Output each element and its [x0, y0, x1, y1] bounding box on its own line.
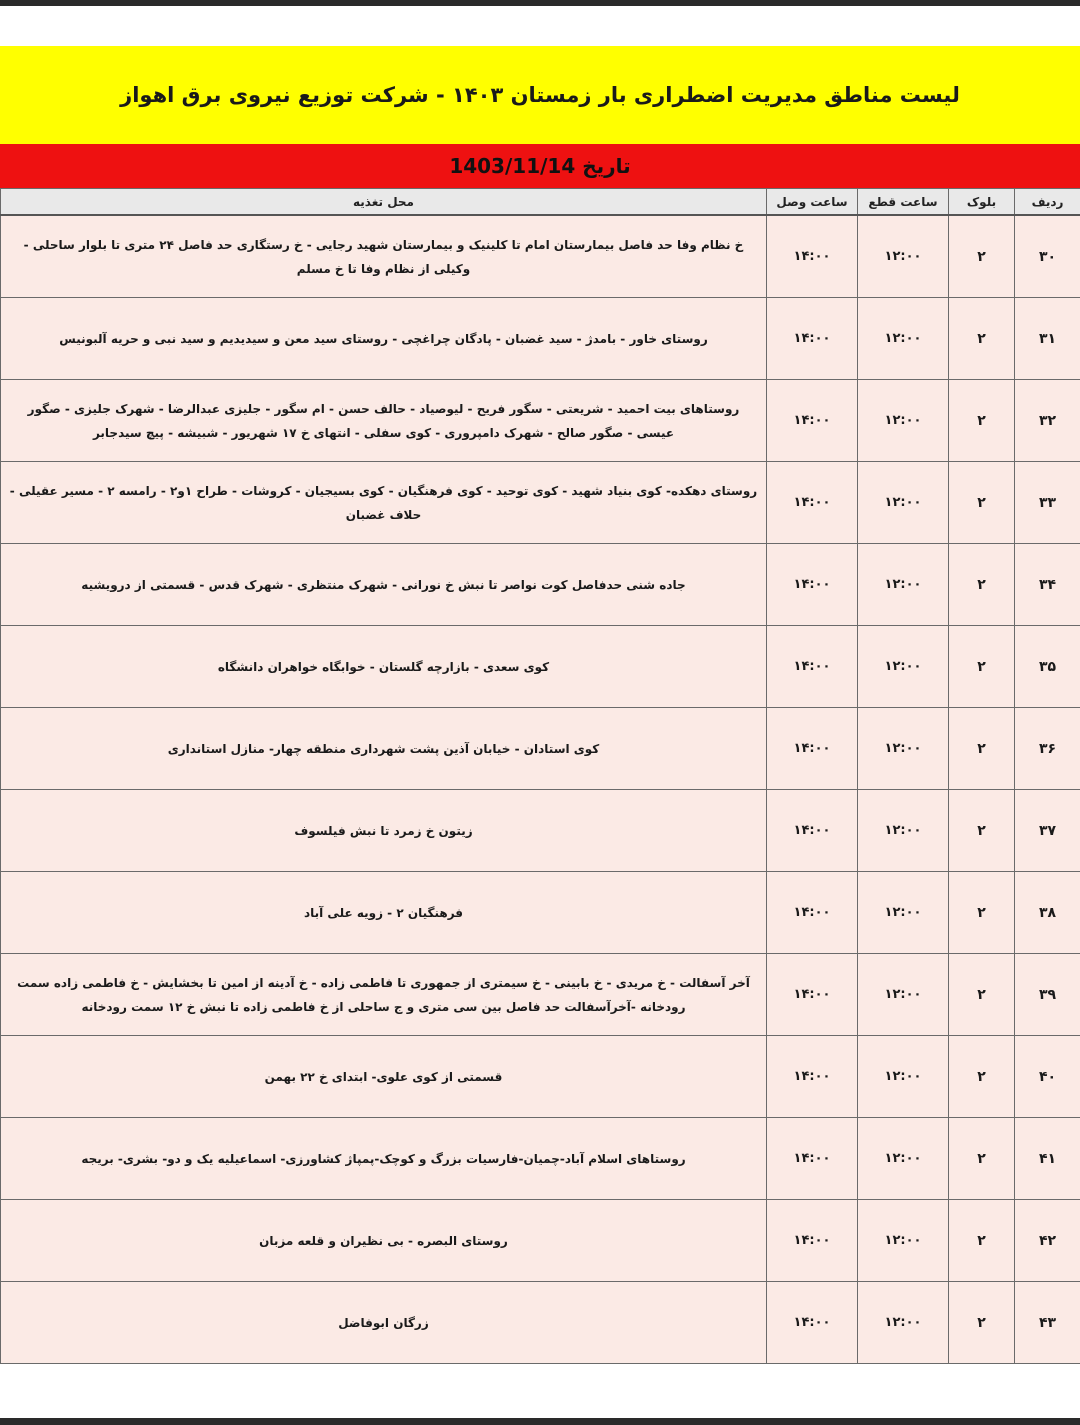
cut-time-cell: ۱۲:۰۰ [858, 462, 949, 544]
location-cell: فرهنگیان ۲ - زویه علی آباد [1, 872, 767, 954]
cut-time-cell: ۱۲:۰۰ [858, 954, 949, 1036]
location-cell: کوی سعدی - بازارچه گلستان - خوابگاه خواهران دانشگاه [1, 626, 767, 708]
connect-time-cell: ۱۴:۰۰ [767, 626, 858, 708]
cut-time-cell: ۱۲:۰۰ [858, 1118, 949, 1200]
column-header-cut-time: ساعت قطع [858, 189, 949, 216]
table-row [1, 1200, 1080, 1282]
page-title: لیست مناطق مدیریت اضطراری بار زمستان ۱۴۰۳ - شرکت توزیع نیروی برق اهواز [120, 83, 960, 107]
cut-time-cell: ۱۲:۰۰ [858, 380, 949, 462]
table-row [1, 872, 1080, 954]
table-row [1, 380, 1080, 462]
column-header-row-number: ردیف [1015, 189, 1080, 216]
table-header-row [1, 189, 1080, 216]
block-cell: ۲ [949, 1282, 1015, 1364]
connect-time-cell: ۱۴:۰۰ [767, 380, 858, 462]
cut-time-cell: ۱۲:۰۰ [858, 626, 949, 708]
column-header-block: بلوک [949, 189, 1015, 216]
location-cell: خ نظام وفا حد فاصل بیمارستان امام تا کلینیک و بیمارستان شهید رجایی - خ رستگاری حد فاصل ۲۴ متری تا بلوار ساحلی - وکیلی از نظام وفا تا خ مسلم [1, 215, 767, 298]
connect-time-cell: ۱۴:۰۰ [767, 1200, 858, 1282]
table-row [1, 215, 1080, 298]
location-cell: روستای دهکده- کوی بنیاد شهید - کوی توحید - کوی فرهنگیان - کوی بسیجیان - کروشات - طراح ۱و۲ - رامسه ۲ - مسیر عقیلی - حلاف غضبان [1, 462, 767, 544]
row-number-cell: ۳۳ [1015, 462, 1080, 544]
connect-time-cell: ۱۴:۰۰ [767, 708, 858, 790]
block-cell: ۲ [949, 790, 1015, 872]
block-cell: ۲ [949, 215, 1015, 298]
table-row [1, 708, 1080, 790]
row-number-cell: ۴۲ [1015, 1200, 1080, 1282]
connect-time-cell: ۱۴:۰۰ [767, 954, 858, 1036]
connect-time-cell: ۱۴:۰۰ [767, 1118, 858, 1200]
block-cell: ۲ [949, 626, 1015, 708]
block-cell: ۲ [949, 298, 1015, 380]
location-cell: زرگان ابوفاضل [1, 1282, 767, 1364]
table-row [1, 790, 1080, 872]
title-banner [0, 46, 1080, 144]
cut-time-cell: ۱۲:۰۰ [858, 298, 949, 380]
cut-time-cell: ۱۲:۰۰ [858, 1200, 949, 1282]
block-cell: ۲ [949, 544, 1015, 626]
connect-time-cell: ۱۴:۰۰ [767, 215, 858, 298]
table-row [1, 1282, 1080, 1364]
table-row [1, 462, 1080, 544]
table-row [1, 954, 1080, 1036]
cut-time-cell: ۱۲:۰۰ [858, 1282, 949, 1364]
location-cell: روستاهای اسلام آباد-چمیان-فارسیات بزرگ و کوچک-پمپاژ کشاورزی- اسماعیلیه یک و دو- بشری- بریجه [1, 1118, 767, 1200]
location-cell: قسمتی از کوی علوی- ابتدای خ ۲۲ بهمن [1, 1036, 767, 1118]
row-number-cell: ۴۱ [1015, 1118, 1080, 1200]
cut-time-cell: ۱۲:۰۰ [858, 872, 949, 954]
row-number-cell: ۴۰ [1015, 1036, 1080, 1118]
location-cell: روستای البصره - بی نظیران و قلعه مزبان [1, 1200, 767, 1282]
block-cell: ۲ [949, 708, 1015, 790]
connect-time-cell: ۱۴:۰۰ [767, 298, 858, 380]
row-number-cell: ۳۵ [1015, 626, 1080, 708]
connect-time-cell: ۱۴:۰۰ [767, 462, 858, 544]
column-header-location: محل تغذیه [1, 189, 767, 216]
connect-time-cell: ۱۴:۰۰ [767, 790, 858, 872]
table-row [1, 626, 1080, 708]
row-number-cell: ۳۴ [1015, 544, 1080, 626]
block-cell: ۲ [949, 1118, 1015, 1200]
row-number-cell: ۴۳ [1015, 1282, 1080, 1364]
bottom-edge-strip [0, 1418, 1080, 1425]
connect-time-cell: ۱۴:۰۰ [767, 1036, 858, 1118]
cut-time-cell: ۱۲:۰۰ [858, 790, 949, 872]
cut-time-cell: ۱۲:۰۰ [858, 1036, 949, 1118]
location-cell: زیتون خ زمرد تا نبش فیلسوف [1, 790, 767, 872]
row-number-cell: ۳۱ [1015, 298, 1080, 380]
block-cell: ۲ [949, 1036, 1015, 1118]
block-cell: ۲ [949, 1200, 1015, 1282]
connect-time-cell: ۱۴:۰۰ [767, 544, 858, 626]
row-number-cell: ۳۲ [1015, 380, 1080, 462]
block-cell: ۲ [949, 872, 1015, 954]
row-number-cell: ۳۶ [1015, 708, 1080, 790]
date-label: تاریخ 1403/11/14 [449, 154, 631, 178]
table-row [1, 544, 1080, 626]
row-number-cell: ۳۰ [1015, 215, 1080, 298]
row-number-cell: ۳۹ [1015, 954, 1080, 1036]
table-row [1, 1036, 1080, 1118]
column-header-connect-time: ساعت وصل [767, 189, 858, 216]
block-cell: ۲ [949, 380, 1015, 462]
block-cell: ۲ [949, 462, 1015, 544]
location-cell: آخر آسفالت - خ مریدی - خ بابینی - خ سیمتری از جمهوری تا فاطمی زاده - خ آدینه از امین تا بخشایش - خ فاطمی زاده سمت رودخانه -آخرآسفالت حد فاصل بین سی متری و ج ساحلی از خ فاطمی زاده تا نبش خ ۱۲ سمت رودخانه [1, 954, 767, 1036]
location-cell: کوی استادان - خیابان آذین پشت شهرداری منطقه چهار- منازل استانداری [1, 708, 767, 790]
top-edge-strip [0, 0, 1080, 6]
connect-time-cell: ۱۴:۰۰ [767, 872, 858, 954]
location-cell: جاده شنی حدفاصل کوت نواصر تا نبش خ نورانی - شهرک منتظری - شهرک قدس - قسمتی از درویشیه [1, 544, 767, 626]
cut-time-cell: ۱۲:۰۰ [858, 544, 949, 626]
cut-time-cell: ۱۲:۰۰ [858, 708, 949, 790]
table-row [1, 1118, 1080, 1200]
row-number-cell: ۳۸ [1015, 872, 1080, 954]
block-cell: ۲ [949, 954, 1015, 1036]
location-cell: روستاهای بیت احمید - شریعتی - سگور فریح - لیوصیاد - حالف حسن - ام سگور - جلیزی عبدالرضا - شهرک جلیزی - صگور عیسی - صگور صالح - شهرک دامپروری - کوی سفلی - انتهای خ ۱۷ شهریور - شبیشه - پیچ سیدجابر [1, 380, 767, 462]
location-cell: روستای خاور - بامدژ - سید غضبان - پادگان چراغچی - روستای سید معن و سیدیدیم و سید نبی و حریه آلبونیس [1, 298, 767, 380]
table-row [1, 298, 1080, 380]
row-number-cell: ۳۷ [1015, 790, 1080, 872]
outage-schedule-table [0, 188, 1080, 1364]
connect-time-cell: ۱۴:۰۰ [767, 1282, 858, 1364]
date-banner [0, 144, 1080, 188]
cut-time-cell: ۱۲:۰۰ [858, 215, 949, 298]
